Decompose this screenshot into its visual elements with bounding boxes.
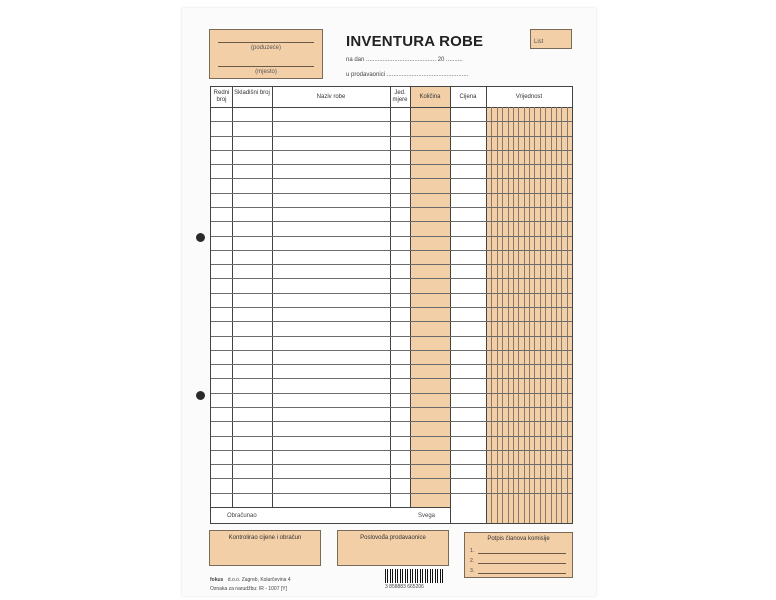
table-row-line [211,150,572,151]
price-control-label: Kontrolirao cijene i obračun [228,535,302,541]
table-row-line [211,121,572,122]
table-row-line [211,164,572,165]
table-row-line [211,336,572,337]
table-row-line [211,450,572,451]
col-header-item-name: Naziv robe [316,94,346,100]
col-header-ordinal: Redni broj [213,90,230,103]
commission-label: Potpis članova komisije [487,536,550,542]
table-row-line [211,264,572,265]
table-row-line [211,321,572,322]
table-row-line [211,436,572,437]
table-row-line [211,478,572,479]
company-box [209,29,323,79]
col-header-quantity: Količina [419,94,441,100]
sheet-label: List [534,39,544,45]
company-placeholder: (poduzeće) [250,45,282,51]
table-row-line [211,378,572,379]
table-row-line [211,407,572,408]
barcode-number: 3 858883 665206 [385,584,424,590]
price-control-box [209,530,321,566]
store-manager-box [337,530,449,566]
table-row-line [211,178,572,179]
form-title: INVENTURA ROBE [346,33,484,50]
calculated-by-label: Obračunao [227,513,257,519]
table-row-line [211,236,572,237]
store-line: u prodavaonici ................................................. [346,72,469,78]
table-row-line [211,307,572,308]
signature-line-2: 2. [470,558,475,564]
publisher-info [210,568,360,592]
col-header-value: Vrijednost [515,94,543,100]
publisher-brand: fokus [210,577,224,583]
barcode-image [385,569,443,583]
table-row-line [211,493,572,494]
col-header-price: Cijena [459,94,477,100]
punch-hole-top [196,233,205,242]
table-row-line [211,278,572,279]
date-line: na dan .......................................... 20 .......... [346,57,463,63]
table-row-line [211,393,572,394]
table-row-line [211,221,572,222]
total-label: Svega [418,513,436,519]
table-row-line [211,250,572,251]
inventory-table [210,86,573,524]
table-row-line [211,350,572,351]
table-row-line [211,207,572,208]
table-row-line [211,193,572,194]
commission-signatures-box [464,532,573,578]
table-row-line [211,364,572,365]
col-header-unit: Jed. mjere [392,90,408,103]
sheet-box [530,29,572,49]
table-row-line [211,421,572,422]
col-header-warehouse-no: Skladišni broj [234,90,270,96]
signature-line-1: 1. [470,548,475,554]
table-rows [211,107,572,507]
table-row-line [211,136,572,137]
order-code: Oznaka za narudžbu: IR - 1007 [Y] [210,586,287,592]
place-placeholder: (mjesto) [255,69,277,75]
signature-line-3: 3. [470,568,475,574]
store-manager-label: Poslovođa prodavaonice [360,535,426,541]
punch-hole-bottom [196,391,205,400]
publisher-address: d.o.o. Zagreb, Kolarčevina 4 [227,577,291,583]
table-row-line [211,293,572,294]
table-row-line [211,464,572,465]
